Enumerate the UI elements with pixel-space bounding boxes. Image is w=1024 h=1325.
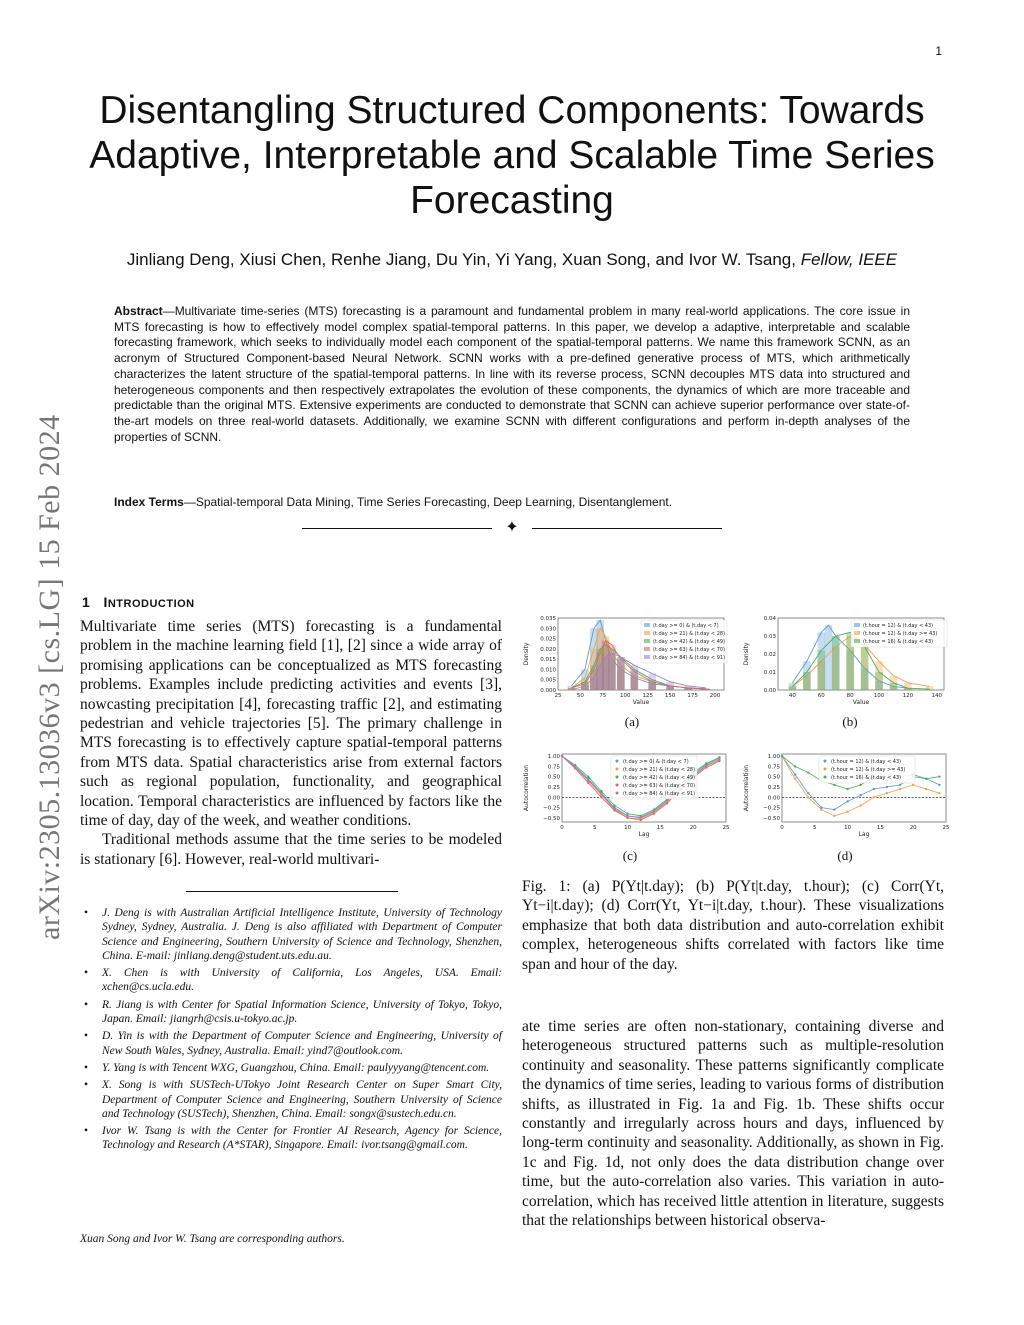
y-tick-label: 0.000: [540, 688, 556, 694]
autocorr-point: [846, 810, 848, 812]
y-tick-label: 0.02: [763, 652, 776, 658]
legend-swatch: [616, 792, 619, 795]
y-tick-label: 0.020: [540, 646, 556, 653]
autocorr-point: [807, 771, 809, 773]
y-tick-label: 0.25: [547, 784, 560, 791]
x-tick-label: 25: [722, 825, 730, 831]
paper-title: Disentangling Structured Components: Towards Adaptive, Interpretable and Scalable Time Series Forecasting: [89, 89, 935, 222]
legend-label: (t.day >= 84) & (t.day < 91): [653, 655, 726, 661]
legend-label: (t.hour = 12) & (t.day < 43): [831, 759, 902, 765]
autocorr-point: [860, 794, 862, 796]
autocorr-point: [613, 808, 615, 810]
autocorr-point: [886, 792, 888, 794]
autocorr-point: [640, 816, 642, 818]
x-axis-label: Value: [852, 699, 870, 706]
x-axis-label: Value: [632, 699, 650, 706]
section-heading: [82, 594, 195, 610]
figure-1a-chart: [522, 612, 732, 712]
histogram-bar: [648, 674, 656, 690]
y-tick-label: 0.50: [767, 774, 780, 781]
histogram-bar: [818, 650, 826, 690]
footnote-item: • D. Yin is with the Department of Computer Science and Engineering, University of New South Wales, Sydney, Australia. Email: yind7@outlook.com.: [102, 1029, 502, 1058]
autocorr-point: [899, 788, 901, 790]
author-list: [60, 250, 964, 270]
index-terms-text: —Spatial-temporal Data Mining, Time Series Forecasting, Deep Learning, Disentanglement.: [183, 495, 673, 509]
autocorr-point: [899, 784, 901, 786]
autocorr-point: [873, 796, 875, 798]
histogram-bar: [666, 682, 674, 690]
autocorr-point: [666, 799, 668, 801]
y-tick-label: 0.25: [767, 784, 780, 791]
x-axis-label: Lag: [858, 831, 870, 838]
y-tick-label: 0.75: [547, 764, 560, 771]
histogram-bar: [617, 657, 625, 690]
autocorr-point: [807, 792, 809, 794]
y-tick-label: 0.01: [763, 670, 776, 676]
autocorr-point: [794, 765, 796, 767]
legend-swatch: [644, 631, 650, 635]
autocorr-point: [925, 778, 927, 780]
y-axis-label: Density: [743, 642, 750, 666]
autocorr-point: [860, 804, 862, 806]
y-tick-label: 0.010: [540, 667, 556, 674]
autocorr-point: [846, 788, 848, 790]
footnote-rule: [186, 891, 398, 892]
x-tick-label: 125: [642, 693, 653, 699]
subfig-label-b: (b): [842, 714, 858, 729]
intro-paragraph-2: Traditional methods assume that the time series to be modeled is stationary [6]. However, real-world multivari-: [80, 831, 502, 868]
autocorr-point: [705, 762, 707, 764]
x-tick-label: 5: [813, 825, 817, 831]
legend-label: (t.hour = 12) & (t.day >= 43): [831, 767, 906, 773]
autocorr-point: [718, 758, 720, 760]
autocorr-point: [873, 788, 875, 790]
y-tick-label: 0.005: [540, 677, 556, 684]
x-tick-label: 120: [902, 693, 914, 699]
autocorr-point: [653, 810, 655, 812]
histogram-bar: [630, 665, 638, 690]
footnote-item: • X. Song is with SUSTech-UTokyo Joint Research Center on Super Smart City, Department of Computer Science and Engineering, Southern University of Science and Technology (SUSTech), Shenzhen, China. Email: songx@sustech.edu.cn.: [102, 1078, 502, 1121]
x-tick-label: 15: [876, 825, 884, 831]
autocorr-point: [587, 779, 589, 781]
autocorr-point: [666, 802, 668, 804]
autocorr-point: [587, 782, 589, 784]
page-number: 1: [935, 44, 942, 58]
y-tick-label: 0.03: [763, 634, 776, 640]
autocorr-point: [938, 775, 940, 777]
y-tick-label: 1.00: [767, 754, 780, 761]
section-divider: [302, 518, 722, 538]
x-tick-label: 200: [709, 693, 721, 699]
autocorr-point: [938, 784, 940, 786]
index-terms-label: Index Terms: [114, 495, 184, 509]
x-tick-label: 75: [599, 693, 607, 699]
x-tick-label: 25: [942, 825, 950, 831]
y-tick-label: 0.015: [540, 657, 556, 664]
x-tick-label: 50: [576, 693, 584, 699]
author-names: Jinliang Deng, Xiusi Chen, Renhe Jiang, Du Yin, Yi Yang, Xuan Song, and Ivor W. Tsang,: [126, 250, 796, 269]
legend-swatch: [854, 639, 860, 643]
histogram-bar: [825, 625, 833, 690]
autocorr-point: [600, 796, 602, 798]
footnote-item: • Y. Yang is with Tencent WXG, Guangzhou, China. Email: paulyyyang@tencent.com.: [102, 1061, 502, 1075]
legend-swatch: [644, 647, 650, 651]
autocorr-point: [705, 766, 707, 768]
legend-label: (t.day >= 63) & (t.day < 70): [623, 783, 696, 789]
corresponding-note: Xuan Song and Ivor W. Tsang are corresponding authors.: [80, 1233, 345, 1245]
autocorr-point: [846, 800, 848, 802]
autocorr-point: [574, 766, 576, 768]
autocorr-point: [925, 788, 927, 790]
author-suffix: Fellow, IEEE: [800, 250, 898, 269]
x-tick-label: 0: [560, 825, 564, 831]
autocorr-point: [718, 756, 720, 758]
legend-swatch: [616, 776, 619, 779]
x-tick-label: 0: [780, 825, 784, 831]
section-title-rest: NTRODUCTION: [107, 598, 195, 610]
histogram-bar: [861, 647, 869, 690]
autocorr-point: [561, 755, 563, 757]
y-tick-label: 0.75: [767, 764, 780, 771]
footnotes: [80, 906, 502, 1156]
legend-swatch: [616, 768, 619, 771]
arxiv-stamp: arXiv:2305.13036v3 [cs.LG] 15 Feb 2024: [33, 414, 66, 940]
autocorr-point: [833, 784, 835, 786]
subfig-label-d: (d): [837, 848, 853, 863]
subfig-label-a: (a): [624, 714, 640, 729]
autocorr-point: [794, 773, 796, 775]
col2-paragraph-1: ate time series are often non-stationary, containing diverse and heterogeneous structured patterns such as multiple-resolution continuity and seasonality. These patterns significantly complicate the dynamics of time series, leading to various forms of distribution shifts, as illustrated in Fig. 1a and Fig. 1b. These shifts occur constantly and irregularly across hours and days, influenced by long-term continuity and seasonality. Additionally, as shown in Fig. 1c and Fig. 1d, not only does the data distribution change over time, but the auto-correlation also varies. This variation in auto-correlation, which has received little attention in literature, suggests that the relationships between historical observa-: [522, 1018, 944, 1230]
legend-label: (t.day >= 42) & (t.day < 49): [623, 775, 696, 781]
autocorr-point: [886, 786, 888, 788]
x-tick-label: 25: [554, 693, 562, 699]
x-tick-label: 40: [788, 693, 796, 699]
intro-column: [80, 617, 502, 869]
y-tick-label: −0.50: [543, 815, 560, 822]
y-axis-label: Density: [523, 642, 530, 666]
legend-swatch: [824, 760, 827, 763]
y-tick-label: 0.030: [540, 626, 556, 633]
footnote-item: • Ivor W. Tsang is with the Center for Frontier AI Research, Agency for Science, Technology and Research (A*STAR), Singapore. Email: ivor.tsang@gmail.com.: [102, 1124, 502, 1153]
autocorr-point: [820, 808, 822, 810]
y-tick-label: 0.00: [547, 795, 560, 802]
x-tick-label: 15: [656, 825, 664, 831]
autocorr-point: [587, 775, 589, 777]
autocorr-point: [705, 764, 707, 766]
x-tick-label: 175: [687, 693, 698, 699]
legend-swatch: [854, 623, 860, 627]
y-tick-label: 0.00: [763, 688, 776, 694]
autocorr-point: [794, 778, 796, 780]
legend-label: (t.hour = 12) & (t.day >= 43): [863, 631, 938, 637]
x-tick-label: 20: [909, 825, 917, 831]
legend-swatch: [644, 639, 650, 643]
histogram-bar: [875, 672, 883, 690]
autocorr-point: [613, 804, 615, 806]
autocorr-point: [833, 808, 835, 810]
y-tick-label: 0.025: [540, 636, 556, 643]
right-column-text: [522, 1017, 944, 1230]
figure-1c-chart: [522, 750, 732, 842]
legend-label: (t.hour = 16) & (t.day < 43): [831, 775, 902, 781]
x-tick-label: 100: [620, 693, 631, 699]
histogram-bar: [608, 653, 616, 690]
divider-star-icon: ✦: [505, 519, 519, 536]
footnote-item: • R. Jiang is with Center for Spatial Information Science, University of Tokyo, Tokyo, Japan. Email: jiangrh@csis.u-tokyo.ac.jp.: [102, 998, 502, 1027]
index-terms: [114, 495, 910, 509]
x-tick-label: 150: [664, 693, 676, 699]
legend-swatch: [854, 631, 860, 635]
x-tick-label: 80: [846, 693, 854, 699]
legend-label: (t.day >= 0) & (t.day < 7): [623, 759, 689, 765]
autocorr-point: [860, 784, 862, 786]
histogram-bar: [789, 686, 797, 690]
y-tick-label: 0.00: [767, 795, 780, 802]
figure-1b-chart: [742, 612, 952, 712]
x-tick-label: 10: [624, 825, 632, 831]
legend-label: (t.day >= 84) & (t.day < 91): [623, 791, 696, 797]
y-tick-label: 0.035: [540, 616, 556, 622]
section-number: 1: [82, 594, 91, 610]
legend-swatch: [824, 768, 827, 771]
y-tick-label: −0.50: [763, 815, 780, 822]
autocorr-point: [807, 796, 809, 798]
y-tick-label: 0.04: [763, 616, 776, 622]
x-tick-label: 5: [593, 825, 597, 831]
autocorr-point: [600, 793, 602, 795]
y-axis-label: Autocorrelation: [523, 764, 530, 812]
section-title-initial: I: [103, 594, 108, 610]
abstract: [114, 304, 910, 445]
footnote-item: • J. Deng is with Australian Artificial Intelligence Institute, University of Technology Sydney, Sydney, Australia. J. Deng is also affiliated with Department of Computer Science and Engineering, Southern University of Science and Technology, Shenzhen, China. E-mail: jinliang.deng@student.uts.edu.au.: [102, 906, 502, 963]
abstract-text: —Multivariate time-series (MTS) forecasting is a paramount and fundamental problem in many real-world applications. The core issue in MTS forecasting is how to effectively model complex spatial-temporal patterns. In this paper, we develop a adaptive, interpretable and scalable forecasting framework, which seeks to individually model each component of the spatial-temporal patterns. We name this framework SCNN, as an acronym of Structured Component-based Neural Network. SCNN works with a pre-defined generative process of MTS, which arithmetically characterizes the latent structure of the spatial-temporal patterns. In line with its reverse process, SCNN decouples MTS data into structured and heterogeneous components and then respectively extrapolates the evolution of these components, the dynamics of which are more traceable and predictable than the original MTS. Extensive experiments are conducted to demonstrate that SCNN can achieve superior performance over state-of-the-art models on three real-world datasets. Additionally, we examine SCNN with different configurations and perform in-depth analyses of the properties of SCNN.: [114, 304, 910, 444]
legend-label: (t.hour = 12) & (t.day < 43): [863, 623, 934, 629]
subfig-label-c: (c): [622, 848, 638, 863]
autocorr-point: [626, 813, 628, 815]
x-tick-label: 20: [689, 825, 697, 831]
legend-swatch: [644, 623, 650, 627]
figure-caption: Fig. 1: (a) P(Yt|t.day); (b) P(Yt|t.day, t.hour); (c) Corr(Yt, Yt−i|t.day); (d) Corr(Yt, Yt−i|t.day, t.hour). These visualizations emphasize that both data distribution and auto-correlation exhibit complex, heterogeneous shifts correlated with factors like time span and hour of the day.: [522, 878, 944, 973]
intro-paragraph-1: Multivariate time series (MTS) forecasting is a fundamental problem in the machine learning field [1], [2] since a wide array of promising applications can be conceptualized as MTS forecasting problems. Examples include predicting activities and events [3], nowcasting precipitation [4], forecasting traffic [2], and estimating pedestrian and vehicle trajectories [5]. The primary challenge in MTS forecasting is to effectively capture spatial-temporal patterns from MTS data. Spatial characteristics arise from external factors such as regional population, functionality, and geographical location. Temporal characteristics are influenced by factors like the time of day, day of the week, and weather conditions.: [80, 618, 502, 830]
footnote-item: • X. Chen is with University of California, Los Angeles, USA. Email: xchen@cs.ucla.edu.: [102, 966, 502, 995]
legend-label: (t.day >= 21) & (t.day < 28): [623, 767, 696, 773]
figure-1d-chart: [742, 750, 952, 842]
legend-label: (t.day >= 0) & (t.day < 7): [653, 623, 719, 629]
y-tick-label: −0.25: [763, 805, 780, 812]
legend-label: (t.day >= 63) & (t.day < 70): [653, 647, 726, 653]
autocorr-point: [781, 755, 783, 757]
legend-swatch: [616, 760, 619, 763]
x-axis-label: Lag: [638, 831, 650, 838]
legend-swatch: [616, 784, 619, 787]
autocorr-point: [938, 792, 940, 794]
autocorr-point: [833, 815, 835, 817]
autocorr-point: [640, 819, 642, 821]
autocorr-point: [600, 790, 602, 792]
legend-swatch: [824, 776, 827, 779]
y-tick-label: −0.25: [543, 805, 560, 812]
autocorr-point: [912, 784, 914, 786]
abstract-label: Abstract: [114, 304, 163, 318]
histogram-bar: [832, 636, 840, 690]
legend-swatch: [644, 655, 650, 659]
x-tick-label: 100: [873, 693, 885, 699]
y-tick-label: 0.50: [547, 774, 560, 781]
autocorr-point: [626, 815, 628, 817]
y-axis-label: Autocorrelation: [743, 764, 750, 812]
legend-label: (t.day >= 42) & (t.day < 49): [653, 639, 726, 645]
x-tick-label: 140: [931, 693, 943, 699]
autocorr-point: [653, 813, 655, 815]
legend-label: (t.hour = 16) & (t.day < 43): [863, 639, 934, 645]
y-tick-label: 1.00: [547, 754, 560, 761]
legend-label: (t.day >= 21) & (t.day < 28): [653, 631, 726, 637]
x-tick-label: 10: [844, 825, 852, 831]
x-tick-label: 60: [817, 693, 825, 699]
